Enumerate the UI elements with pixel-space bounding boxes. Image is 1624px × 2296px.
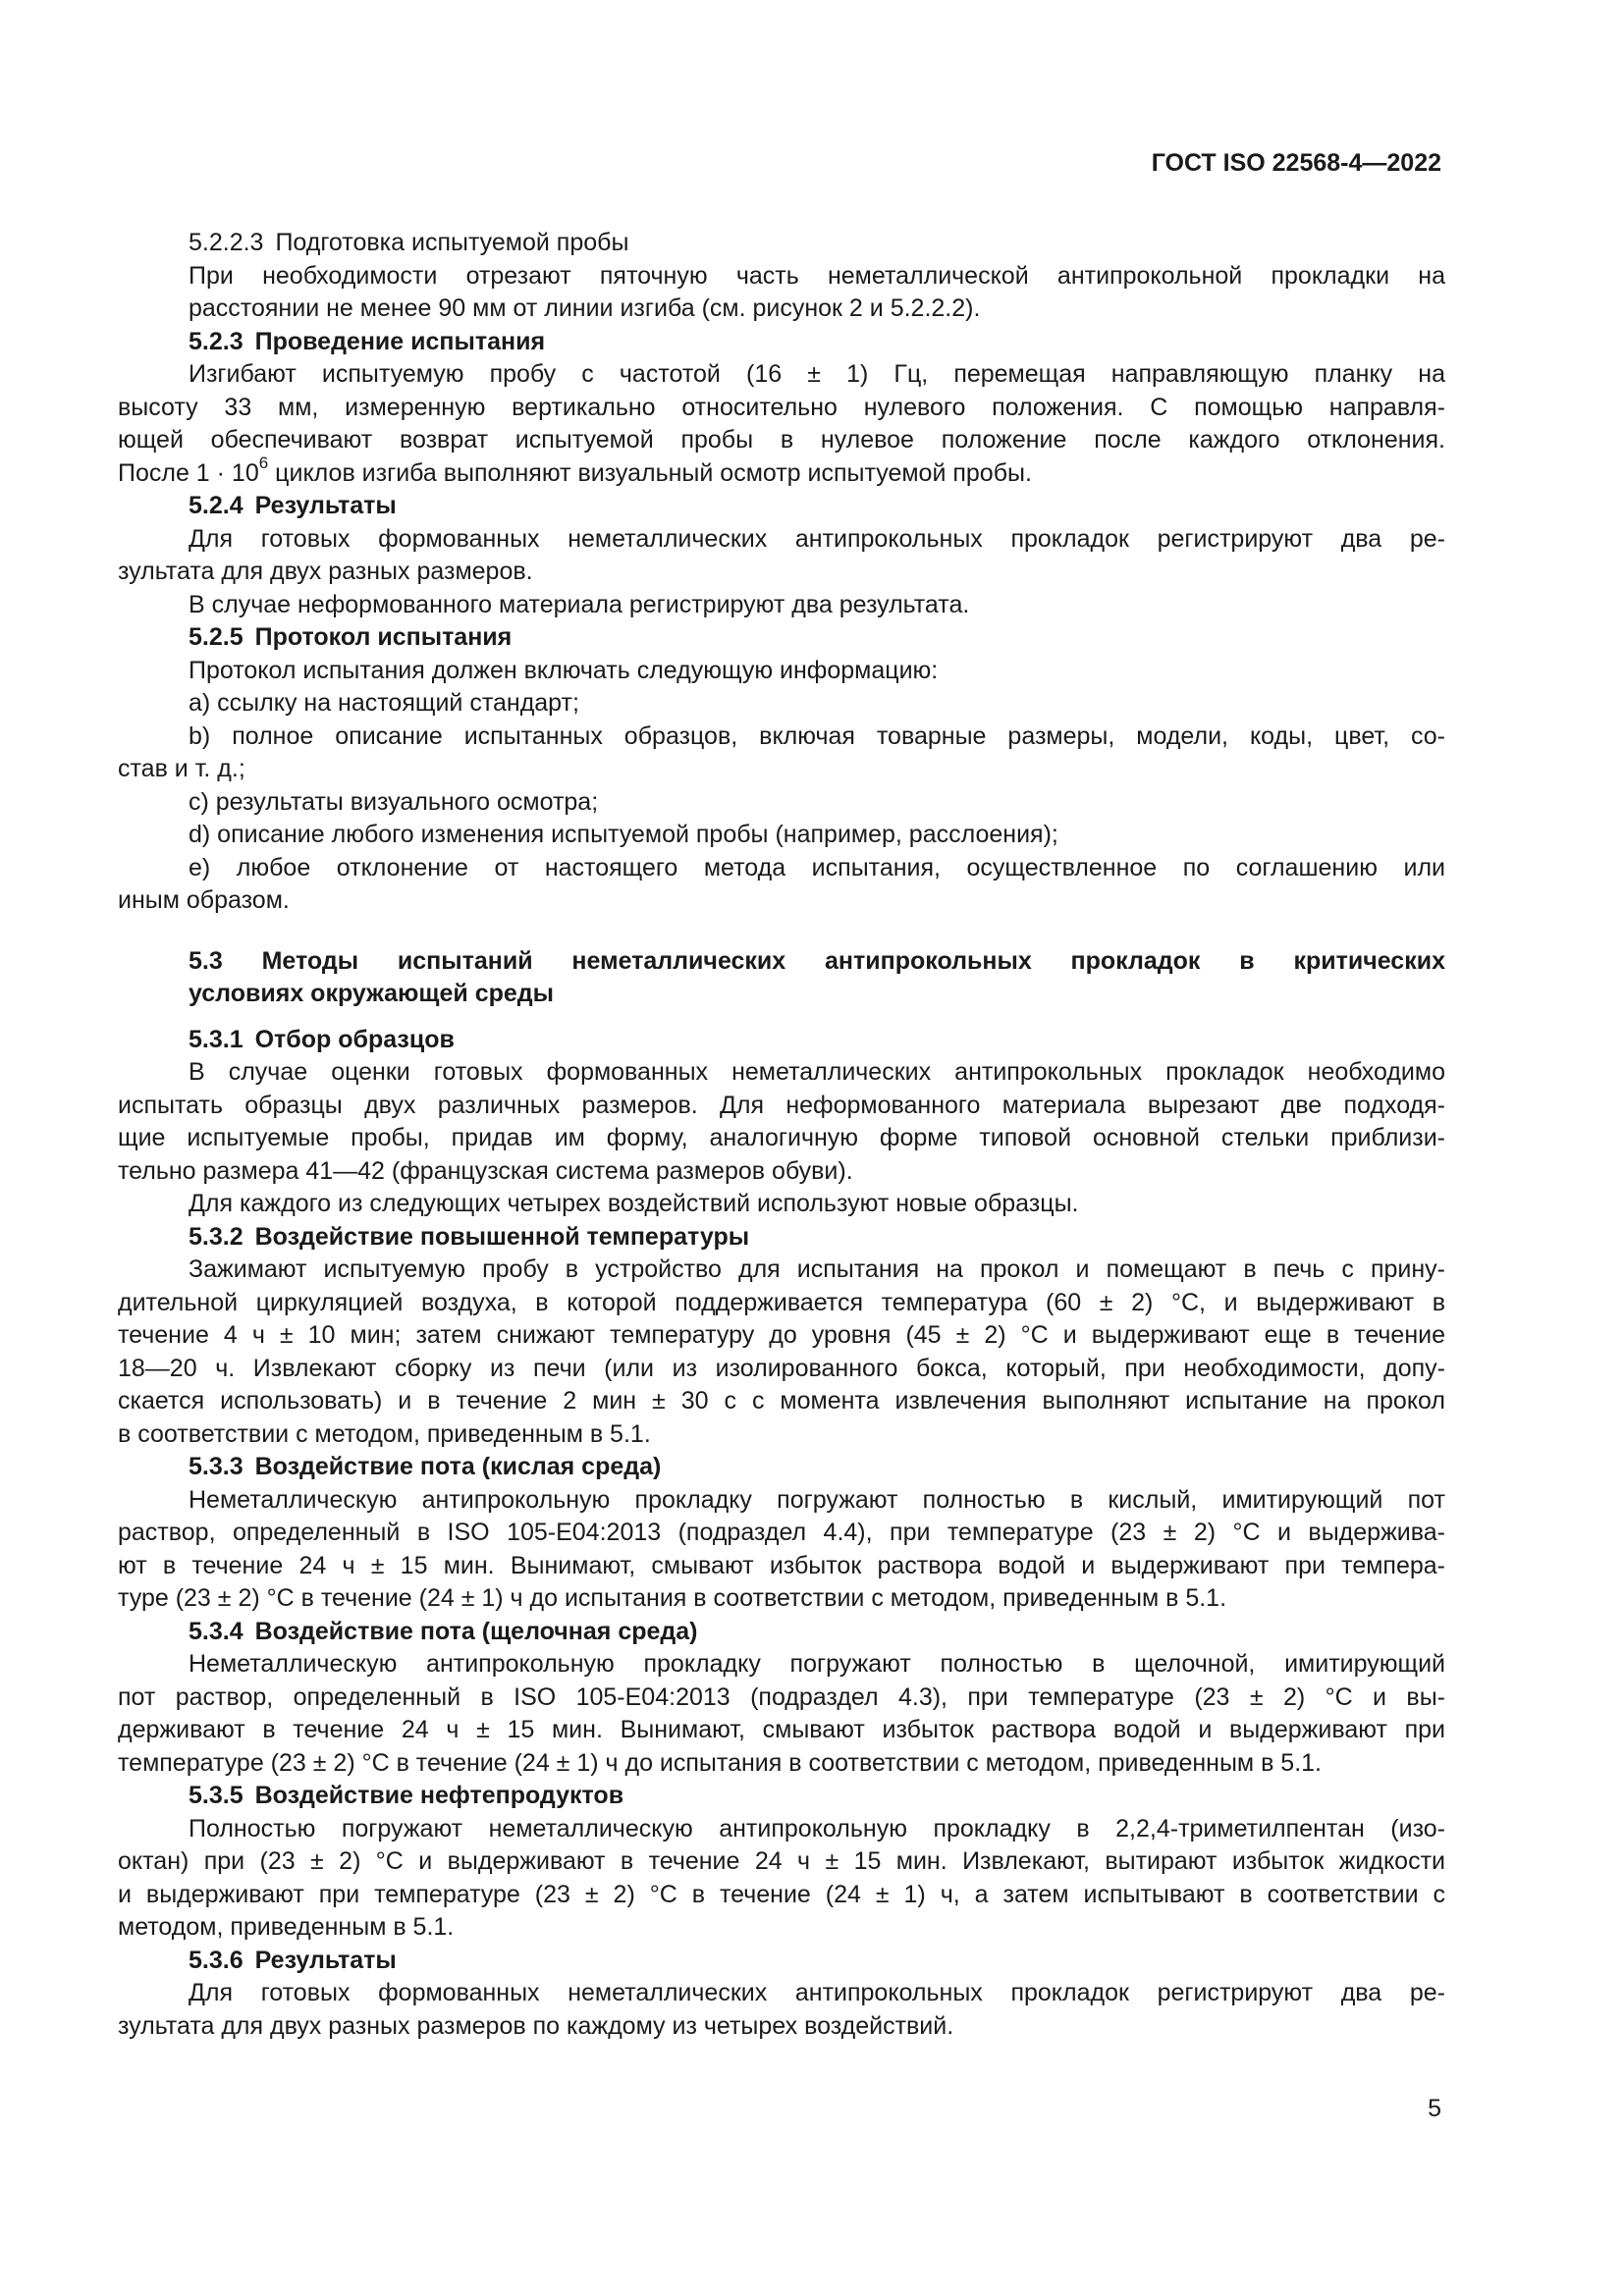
document-body [118, 227, 1445, 2043]
heading-5-3-4: 5.3.4 Воздействие пота (щелочная среда) [189, 1617, 698, 1645]
list-item-b: b) полное описание испытанных образцов, включая товарные размеры, модели, коды, цвет, со- став и т. д.; [118, 721, 1445, 782]
heading-5-2-5: 5.2.5 Протокол испытания [189, 623, 513, 651]
document-header: ГОСТ ISO 22568-4—2022 [1151, 149, 1441, 177]
heading-5-3: 5.3 Методы испытаний неметаллических антипрокольных прокладок в критических условиях окружающей среды [189, 946, 1445, 1007]
heading-5-2-2-3: 5.2.2.3 Подготовка испытуемой пробы [189, 229, 629, 256]
paragraph-5-2-2-3: При необходимости отрезают пяточную часть неметаллической антипрокольной прокладки на расстоянии не менее 90 мм от линии изгиба (см. рисунок 2 и 5.2.2.2). [189, 261, 1445, 322]
paragraph-5-3-4: Неметаллическую антипрокольную прокладку погружают полностью в щелочной, имитирующий пот раствор, определенный в ISO 105-E04:2013 (подраздел 4.3), при температуре (23 ± 2) °С и вы- держивают в течение 24 ч ± 15 мин. Вынимают, смывают избыток раствора водой и выдерживают при температуре (23 ± 2) °С в течение (24 ± 1) ч до испытания в соответствии с методом, приведенным в 5.1. [118, 1650, 1445, 1777]
heading-5-3-6: 5.3.6 Результаты [189, 1946, 397, 1974]
heading-5-3-2: 5.3.2 Воздействие повышенной температуры [189, 1222, 750, 1251]
heading-5-3-3: 5.3.3 Воздействие пота (кислая среда) [189, 1453, 662, 1480]
paragraph-5-3-6: Для готовых формованных неметаллических антипрокольных прокладок регистрируют два ре- зультата для двух разных размеров по каждому из четырех воздействий. [118, 1979, 1445, 2040]
paragraph-5-3-5: Полностью погружают неметаллическую антипрокольную прокладку в 2,2,4-триметилпентан (изо- октан) при (23 ± 2) °С и выдерживают в течение 24 ч ± 15 мин. Извлекают, вытирают избыток жидкости и выдерживают при температуре (23 ± 2) °С в течение (24 ± 1) ч, а затем испытывают в соответствии с методом, приведенным в 5.1. [118, 1814, 1445, 1941]
list-item-e: e) любое отклонение от настоящего метода испытания, осуществленное по соглашению или иным образом. [118, 853, 1445, 914]
list-item-a: a) ссылку на настоящий стандарт; [189, 689, 579, 717]
paragraph-5-2-3: Изгибают испытуемую пробу с частотой (16 ± 1) Гц, перемещая направляющую планку на высоту 33 мм, измеренную вертикально относительно нулевого положения. С помощью направля- ющей обеспечивают возврат испытуемой пробы в нулевое положение после каждого отклонения. После $1 \cdot 10^6$ циклов изгиба выполняют визуальный осмотр испытуемой пробы. [118, 360, 1445, 487]
paragraph-5-2-4-b: В случае неформованного материала регистрируют два результата. [189, 590, 970, 618]
heading-5-3-5: 5.3.5 Воздействие нефтепродуктов [189, 1782, 624, 1809]
page-number: 5 [1428, 2095, 1441, 2122]
list-item-d: d) описание любого изменения испытуемой пробы (например, расслоения); [189, 821, 1058, 848]
paragraph-5-3-1-b: Для каждого из следующих четырех воздействий используют новые образцы. [189, 1190, 1079, 1217]
paragraph-5-2-4-a: Для готовых формованных неметаллических антипрокольных прокладок регистрируют два ре- зультата для двух разных размеров. [118, 524, 1445, 585]
paragraph-5-2-5-intro: Протокол испытания должен включать следующую информацию: [189, 656, 939, 684]
paragraph-5-3-1-a: В случае оценки готовых формованных неметаллических антипрокольных прокладок необходимо испытать образцы двух различных размеров. Для неформованного материала вырезают две подходя- щие испытуемые пробы, придав им форму, аналогичную форме типовой основной стельки приблизи- тельно размера 41—42 (французская система размеров обуви). [118, 1058, 1445, 1185]
heading-5-2-4: 5.2.4 Результаты [189, 492, 397, 519]
list-item-c: c) результаты визуального осмотра; [189, 787, 599, 816]
paragraph-5-3-2: Зажимают испытуемую пробу в устройство для испытания на прокол и помещают в печь с прину- дительной циркуляцией воздуха, в которой поддерживается температура (60 ± 2) °С, и выдерживают в течение 4 ч ± 10 мин; затем снижают температуру до уровня (45 ± 2) °С и выдерживают еще в течение 18—20 ч. Извлекают сборку из печи (или из изолированного бокса, который, при необходимости, допу- скается использовать) и в течение 2 мин ± 30 с с момента извлечения выполняют испытание на прокол в соответствии с методом, приведенным в 5.1. [118, 1255, 1445, 1448]
heading-5-3-1: 5.3.1 Отбор образцов [189, 1025, 455, 1053]
heading-5-2-3: 5.2.3 Проведение испытания [189, 327, 546, 355]
paragraph-5-3-3: Неметаллическую антипрокольную прокладку погружают полностью в кислый, имитирующий пот раствор, определенный в ISO 105-E04:2013 (подраздел 4.4), при температуре (23 ± 2) °С и выдержива- ют в течение 24 ч ± 15 мин. Вынимают, смывают избыток раствора водой и выдерживают при темпера- туре (23 ± 2) °С в течение (24 ± 1) ч до испытания в соответствии с методом, приведенным в 5.1. [118, 1485, 1445, 1612]
